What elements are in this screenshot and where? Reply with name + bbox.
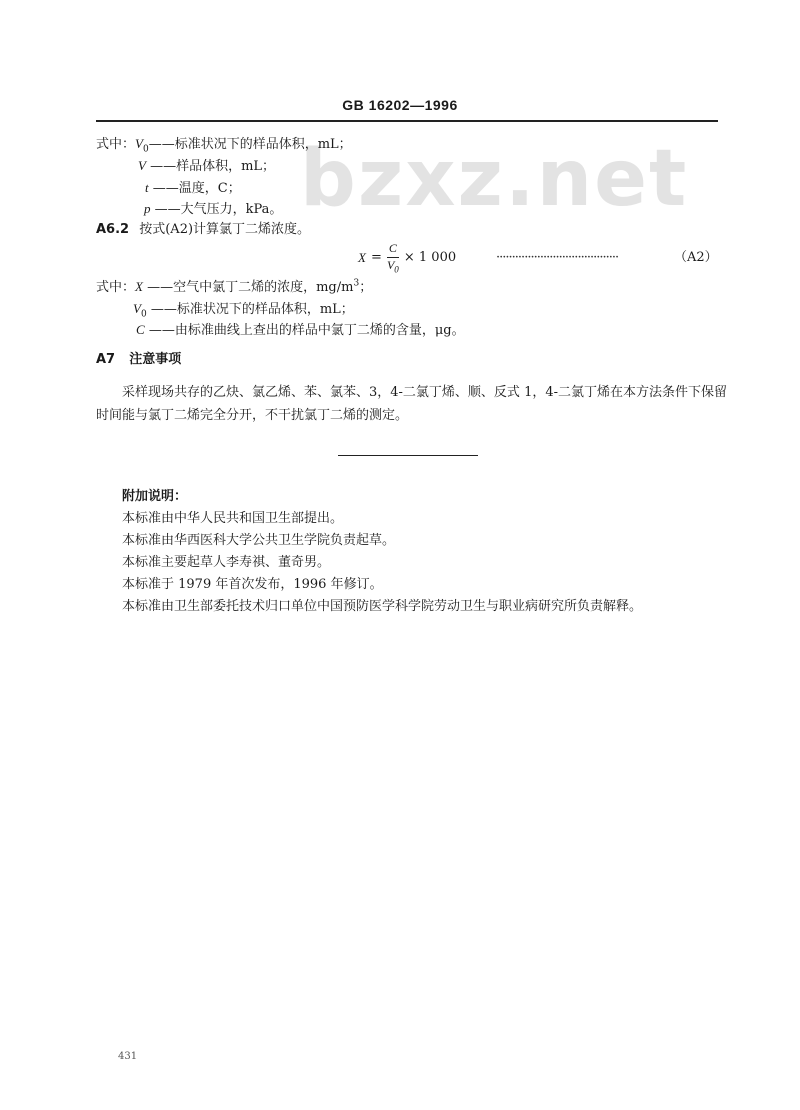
eq2-var-line-c xyxy=(136,323,465,337)
var-symbol: X xyxy=(135,279,143,294)
section-number: A6.2 xyxy=(96,222,130,237)
section-text: 按式(A2)计算氯丁二烯浓度。 xyxy=(139,222,311,237)
eq1-var-line-p xyxy=(144,202,282,216)
var-symbol: V xyxy=(138,158,146,173)
eq1-var-line-v xyxy=(138,159,275,173)
fraction-denominator xyxy=(387,258,399,272)
formula-label: （A2） xyxy=(674,250,718,265)
var-dash: —— xyxy=(148,137,175,152)
formula-equals: = xyxy=(370,249,382,265)
formula-dot-leader: ······································· xyxy=(496,250,619,265)
section-title: 注意事项 xyxy=(129,352,182,367)
var-symbol: V xyxy=(135,136,143,151)
notes-line: 本标准于 1979 年首次发布，1996 年修订。 xyxy=(122,577,383,592)
section-a7-paragraph-line1: 采样现场共存的乙炔、氯乙烯、苯、氯苯、3，4-二氯丁烯、顺、反式 1，4-二氯丁烯在本方法条件下保留 xyxy=(122,385,728,400)
var-subscript: 0 xyxy=(140,309,147,320)
eq1-var-line-t xyxy=(145,181,241,195)
eq1-intro: 式中： xyxy=(96,137,136,152)
var-superscript: 3 xyxy=(353,278,360,289)
eq2-var-line-v0 xyxy=(133,301,354,320)
section-a7-paragraph-line2: 时间能与氯丁二烯完全分开，不干扰氯丁二烯的测定。 xyxy=(96,408,409,423)
formula-a2 xyxy=(358,242,456,272)
watermark: bzxz.net xyxy=(300,134,689,224)
var-dash: —— xyxy=(150,159,177,174)
end-rule xyxy=(338,455,478,456)
var-description: 由标准曲线上查出的样品中氯丁二烯的含量，μg。 xyxy=(174,323,465,338)
var-description: 标准状况下的样品体积，mL； xyxy=(174,137,352,152)
var-description: 样品体积，mL； xyxy=(176,159,276,174)
section-number: A7 xyxy=(96,352,116,367)
var-subscript: 0 xyxy=(142,144,149,155)
eq1-var-line-v0 xyxy=(96,136,352,155)
var-symbol: p xyxy=(144,201,151,216)
fraction-numerator: C xyxy=(387,242,399,257)
section-a7-heading xyxy=(96,353,181,366)
var-dash: —— xyxy=(148,323,175,338)
var-description: 空气中氯丁二烯的浓度，mg/m xyxy=(173,280,354,295)
var-dash: —— xyxy=(152,181,179,196)
var-description: 温度，C； xyxy=(178,181,241,196)
section-a6-2 xyxy=(96,223,310,236)
formula-lhs: X xyxy=(358,249,366,265)
var-symbol: C xyxy=(136,322,145,337)
denominator-symbol: V xyxy=(386,257,395,272)
notes-title: 附加说明： xyxy=(122,489,188,504)
var-symbol: t xyxy=(145,180,149,195)
denominator-subscript: 0 xyxy=(394,263,399,274)
notes-line: 本标准主要起草人李寿祺、董奇男。 xyxy=(122,555,331,570)
eq2-var-line-x xyxy=(96,280,372,294)
header-rule xyxy=(96,120,718,122)
var-description: 标准状况下的样品体积，mL； xyxy=(176,302,354,317)
formula-multiplier: × 1 000 xyxy=(403,249,457,265)
var-symbol: V xyxy=(133,301,141,316)
var-dash: —— xyxy=(154,202,181,217)
document-header: GB 16202—1996 xyxy=(342,97,458,113)
notes-line: 本标准由华西医科大学公共卫生学院负责起草。 xyxy=(122,533,396,548)
notes-line: 本标准由中华人民共和国卫生部提出。 xyxy=(122,511,344,526)
page-number: 431 xyxy=(118,1051,138,1062)
var-description: 大气压力，kPa。 xyxy=(180,202,283,217)
eq2-intro: 式中： xyxy=(96,280,136,295)
formula-fraction xyxy=(386,241,399,274)
var-dash: —— xyxy=(147,280,174,295)
notes-line: 本标准由卫生部委托技术归口单位中国预防医学科学院劳动卫生与职业病研究所负责解释。 xyxy=(122,599,643,614)
var-dash: —— xyxy=(150,302,177,317)
var-tail: ； xyxy=(359,280,373,295)
